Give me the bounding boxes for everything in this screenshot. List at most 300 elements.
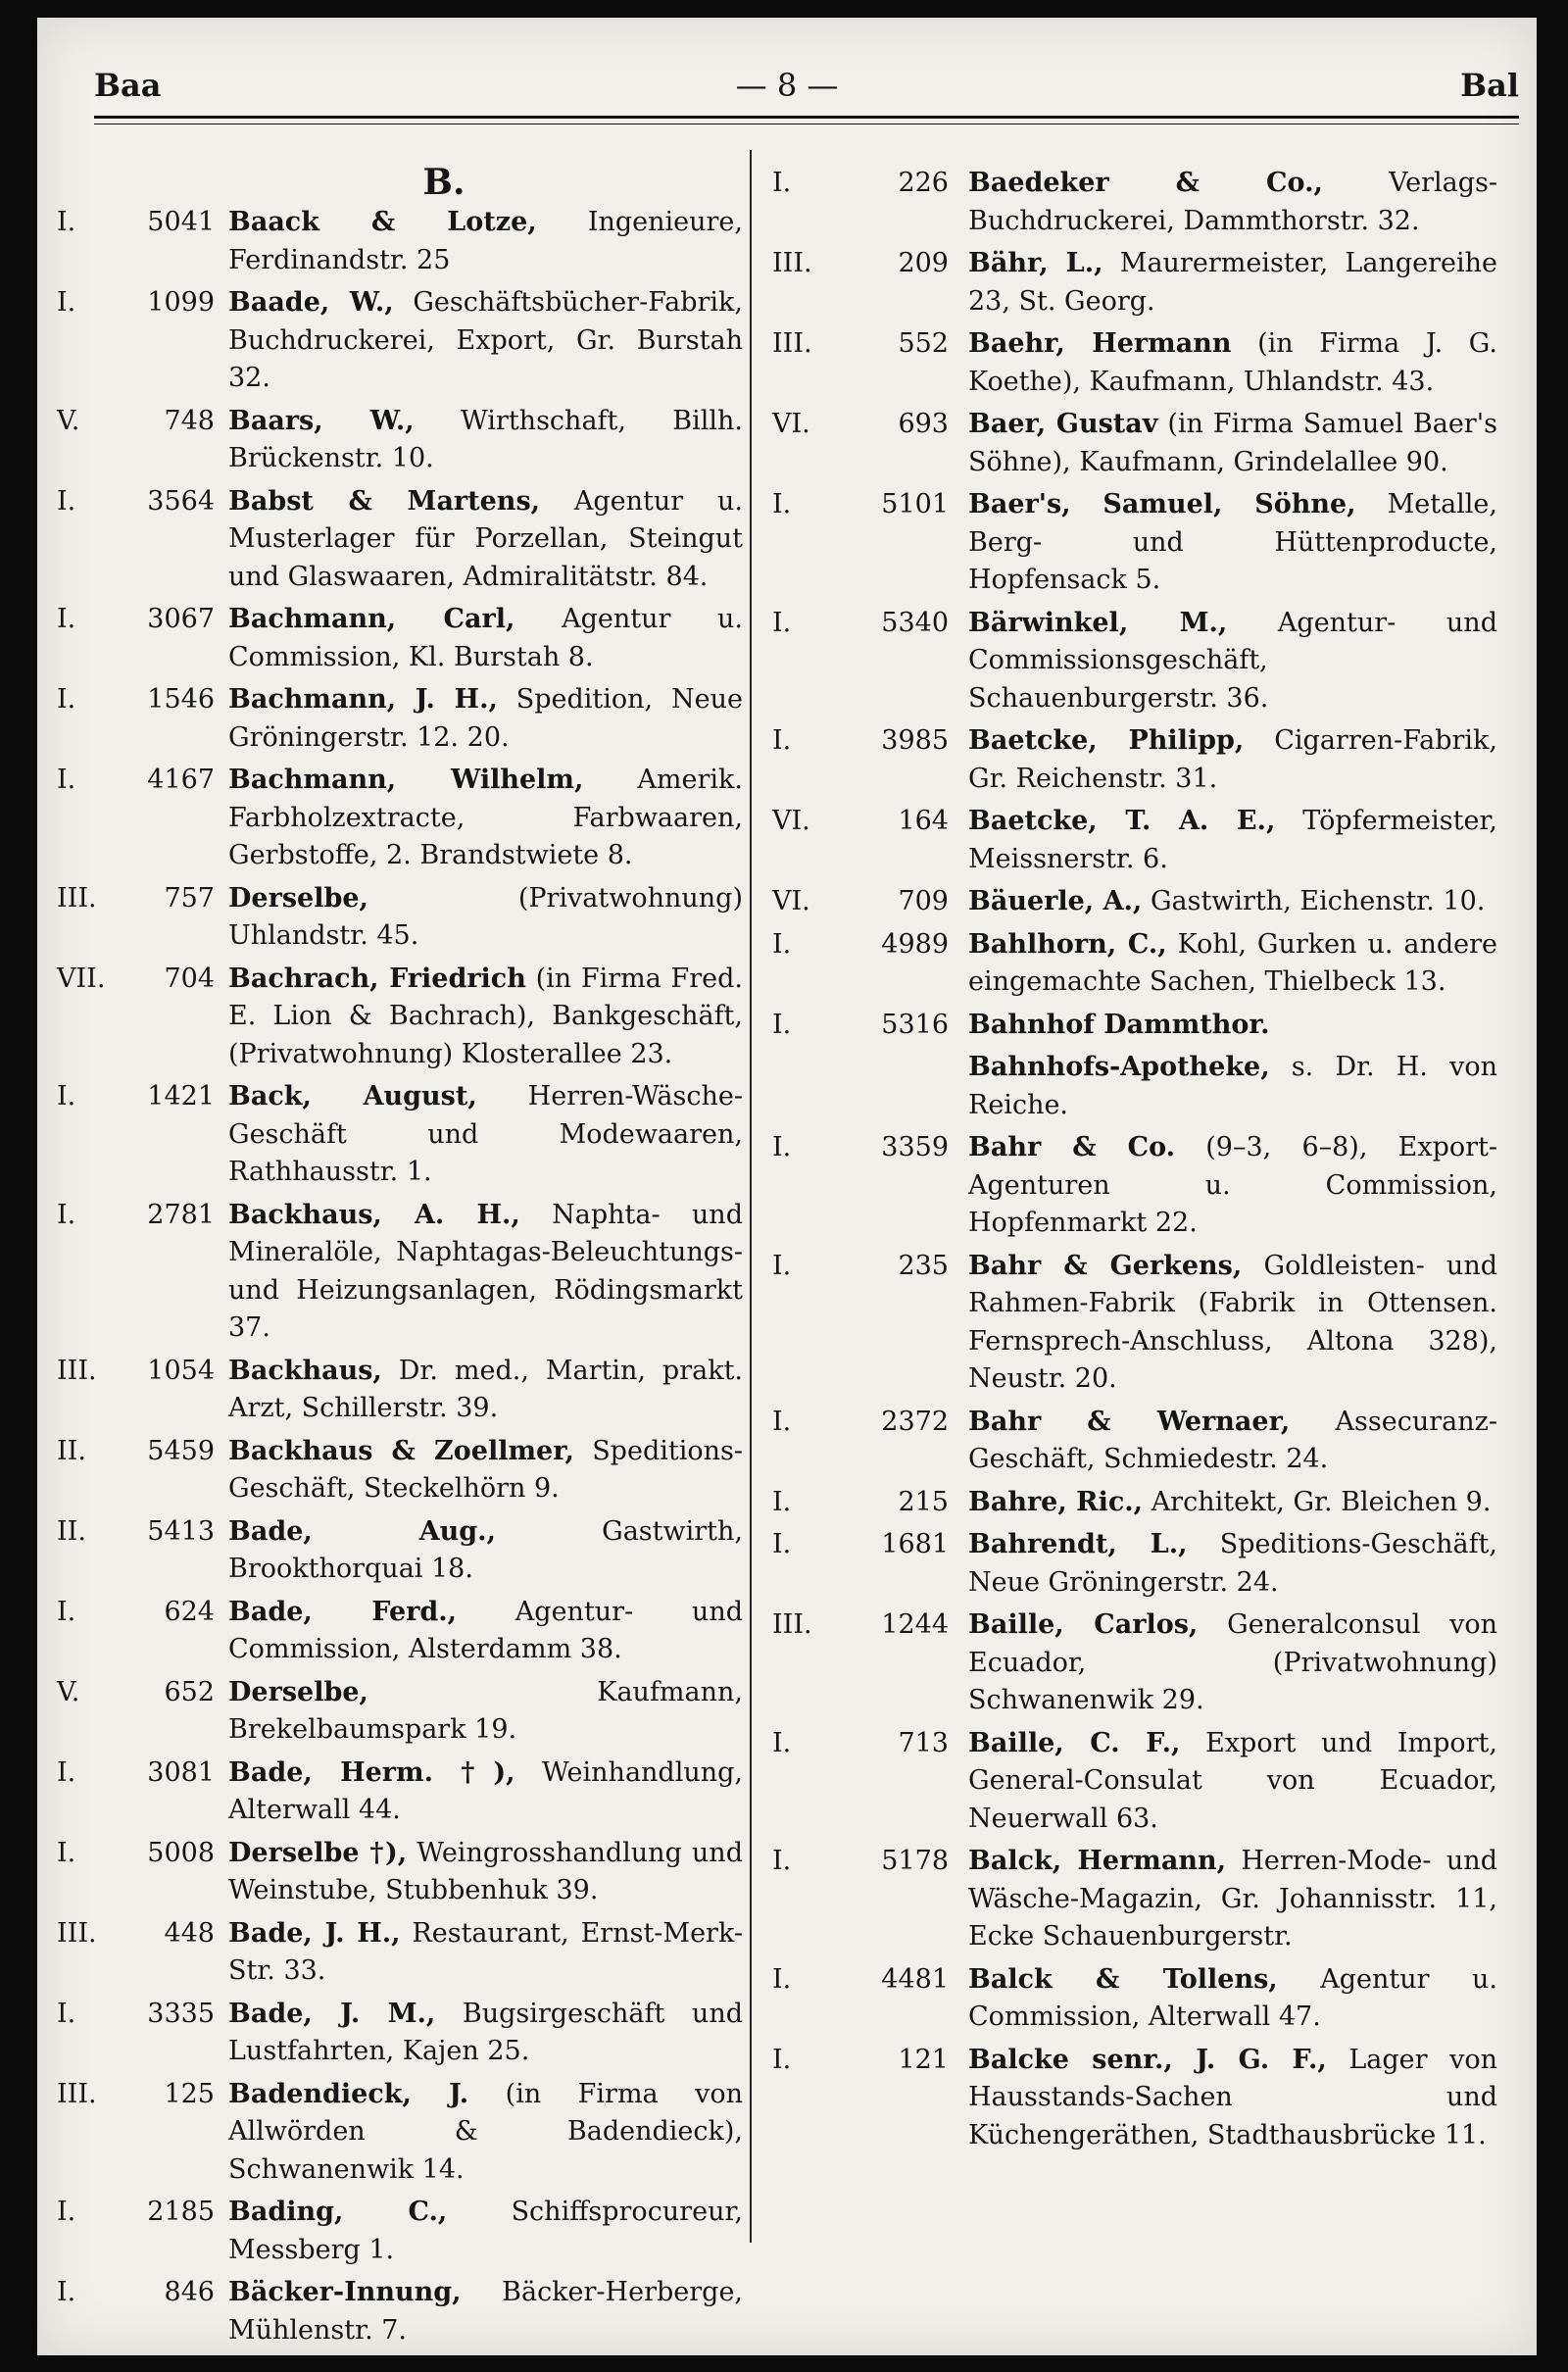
directory-entry: [57, 1594, 743, 1669]
page-number: — 8 —: [735, 67, 839, 104]
telephone-number: [772, 1007, 968, 1045]
telephone-number: [57, 1433, 228, 1508]
subscriber-number: 5413: [147, 1515, 215, 1547]
entry-text: [968, 1484, 1497, 1522]
telephone-number: [772, 1526, 968, 1602]
entry-text: [228, 1835, 743, 1910]
entry-description: Kohl, Gurken u. andere eingemachte Sachen, Thielbeck 13.: [968, 928, 1497, 997]
exchange-volume: I.: [772, 725, 792, 756]
subscriber-number: 5459: [147, 1435, 215, 1466]
entry-name: Baer, Gustav: [968, 409, 1158, 439]
entry-text: [228, 1433, 743, 1508]
entry-name: Bachmann, Wilhelm,: [228, 765, 584, 795]
exchange-volume: III.: [57, 1355, 97, 1386]
entry-description: Speditions-Geschäft, Neue Gröningerstr. 24.: [968, 1529, 1497, 1598]
directory-entry: [57, 204, 743, 279]
entry-name: Babst & Martens,: [228, 485, 541, 517]
entry-text: [228, 601, 743, 676]
exchange-volume: I.: [772, 1727, 792, 1758]
directory-entry: [57, 284, 743, 398]
entry-text: [228, 204, 743, 279]
entry-name: Backhaus,: [228, 1355, 382, 1386]
directory-entry: [772, 406, 1497, 481]
entry-name: Derselbe,: [228, 1676, 368, 1707]
entry-name: Baedeker & Co.,: [968, 168, 1323, 198]
entry-description: Agentur u. Commission, Kl. Burstah 8.: [228, 604, 743, 672]
entry-name: Bade, Herm. †),: [228, 1756, 515, 1788]
entry-name: Bade, Ferd.,: [228, 1596, 458, 1627]
telephone-number: [57, 762, 228, 875]
subscriber-number: 3359: [881, 1132, 949, 1162]
exchange-volume: I.: [772, 489, 792, 519]
entry-name: Bachmann, J. H.,: [228, 684, 498, 715]
directory-entry: [772, 1248, 1497, 1399]
exchange-volume: I.: [772, 1486, 792, 1517]
entry-name: Bahlhorn, C.,: [968, 928, 1167, 960]
entry-name: Balcke senr., J. G. F.,: [968, 2044, 1327, 2075]
entry-description: Gastwirth, Eichenstr. 10.: [1150, 886, 1486, 916]
subscriber-number: 3985: [881, 725, 949, 756]
telephone-number: [772, 605, 968, 718]
header-left-keyword: Baa: [94, 67, 162, 104]
entry-text: [228, 2076, 743, 2190]
entry-description: Schiffsprocureur, Messberg 1.: [228, 2197, 743, 2265]
entry-text: [968, 1129, 1497, 1243]
subscriber-number: 209: [898, 248, 949, 278]
section-letter: B.: [422, 162, 466, 203]
exchange-volume: V.: [57, 405, 80, 436]
entry-name: Baer's, Samuel, Söhne,: [968, 489, 1356, 519]
entry-text: [968, 605, 1497, 718]
header-right-keyword: Bal: [1460, 67, 1519, 104]
entry-description: Generalconsul von Ecuador, (Privatwohnung) Schwanenwik 29.: [968, 1609, 1497, 1715]
subscriber-number: 5101: [881, 489, 949, 519]
entry-text: [228, 681, 743, 757]
entry-text: [228, 2194, 743, 2269]
subscriber-number: 709: [898, 886, 949, 916]
telephone-number: [57, 2194, 228, 2269]
exchange-volume: V.: [57, 1676, 80, 1707]
entry-text: [968, 1843, 1497, 1956]
entry-description: Ingenieure, Ferdinandstr. 25: [228, 207, 743, 275]
directory-entry: [57, 1433, 743, 1508]
entry-name: Back, August,: [228, 1081, 477, 1112]
directory-entry: [772, 1049, 1497, 1124]
exchange-volume: I.: [772, 1132, 792, 1162]
exchange-volume: I.: [57, 485, 76, 517]
entry-description: Export und Import, General-Consulat von Ecuador, Neuerwall 63.: [968, 1727, 1497, 1834]
entry-text: [228, 1197, 743, 1348]
entry-text: [968, 1526, 1497, 1602]
exchange-volume: I.: [772, 607, 792, 638]
telephone-number: [57, 1078, 228, 1192]
telephone-number: [57, 284, 228, 398]
subscriber-number: 3067: [147, 604, 215, 634]
subscriber-number: 693: [898, 409, 949, 439]
exchange-volume: I.: [772, 2044, 792, 2075]
entry-description: s. Dr. H. von Reiche.: [968, 1052, 1497, 1120]
subscriber-number: 1421: [147, 1081, 215, 1112]
entry-name: Baack & Lotze,: [228, 207, 537, 237]
subscriber-number: 5340: [881, 607, 949, 638]
directory-entry: [772, 1484, 1497, 1522]
entry-text: [968, 883, 1497, 921]
entry-description: Spedition, Neue Gröningerstr. 12. 20.: [228, 684, 743, 753]
entry-text: [228, 1996, 743, 2071]
entry-description: Agentur u. Musterlager für Porzellan, Steingut und Glaswaaren, Admiralitätstr. 84.: [228, 485, 743, 592]
entry-text: [968, 486, 1497, 600]
subscriber-number: 125: [164, 2078, 215, 2109]
directory-entry: [772, 1843, 1497, 1956]
entry-description: Speditions-Geschäft, Steckelhörn 9.: [228, 1435, 743, 1504]
telephone-number: [57, 1674, 228, 1750]
exchange-volume: VI.: [772, 806, 810, 836]
subscriber-number: 624: [164, 1596, 215, 1627]
directory-entry: [772, 245, 1497, 321]
directory-entry: [57, 1513, 743, 1589]
exchange-volume: I.: [57, 1199, 76, 1230]
exchange-volume: III.: [772, 328, 812, 359]
telephone-number: [57, 1915, 228, 1991]
exchange-volume: I.: [57, 207, 76, 237]
telephone-number: [772, 803, 968, 878]
subscriber-number: 1681: [881, 1529, 949, 1559]
entry-name: Bahnhofs-Apotheke,: [968, 1052, 1270, 1082]
telephone-number: [772, 165, 968, 240]
directory-entry: [57, 483, 743, 597]
entry-description: (in Firma Samuel Baer's Söhne), Kaufmann, Grindelallee 90.: [968, 409, 1497, 477]
entry-text: [968, 1606, 1497, 1720]
subscriber-number: 226: [898, 168, 949, 198]
telephone-number: [772, 1606, 968, 1720]
entry-text: [228, 1513, 743, 1589]
subscriber-number: 2372: [881, 1406, 949, 1437]
exchange-volume: VI.: [772, 886, 810, 916]
entry-text: [968, 1049, 1497, 1124]
header-rule: [94, 116, 1519, 119]
entry-text: [968, 803, 1497, 878]
exchange-volume: I.: [57, 1756, 76, 1788]
directory-entry: [772, 1961, 1497, 2037]
telephone-number: [772, 722, 968, 798]
exchange-volume: I.: [772, 1250, 792, 1281]
directory-entry: [57, 1353, 743, 1428]
entry-description: Töpfermeister, Meissnerstr. 6.: [968, 806, 1497, 874]
entry-description: Wirthschaft, Billh. Brückenstr. 10.: [228, 405, 743, 473]
entry-name: Bade, J. H.,: [228, 1917, 401, 1949]
exchange-volume: III.: [57, 1917, 97, 1949]
telephone-number: [57, 1197, 228, 1348]
subscriber-number: 704: [164, 963, 215, 994]
exchange-volume: VII.: [57, 963, 106, 994]
entry-text: [228, 403, 743, 478]
directory-entry: [772, 2042, 1497, 2155]
entry-name: Badendieck, J.: [228, 2078, 469, 2109]
entry-description: Naphta- und Mineralöle, Naphtagas-Beleuchtungs- und Heizungsanlagen, Rödingsmarkt 37.: [228, 1199, 743, 1343]
entry-description: Gastwirth, Brookthorquai 18.: [228, 1515, 743, 1584]
entry-text: [968, 1725, 1497, 1839]
entry-name: Derselbe †),: [228, 1837, 408, 1868]
entry-description: Amerik. Farbholzextracte, Farbwaaren, Gerbstoffe, 2. Brandstwiete 8.: [228, 765, 743, 870]
entry-text: [228, 762, 743, 875]
entry-name: Bahr & Wernaer,: [968, 1406, 1291, 1437]
telephone-number: [57, 2076, 228, 2190]
subscriber-number: 5178: [881, 1846, 949, 1876]
telephone-number: [57, 681, 228, 757]
exchange-volume: VI.: [772, 409, 810, 439]
entry-text: [968, 1007, 1497, 1045]
directory-entry: [772, 803, 1497, 878]
directory-entry: [57, 1754, 743, 1830]
exchange-volume: II.: [57, 1435, 86, 1466]
telephone-number: [57, 601, 228, 676]
entry-description: Assecuranz-Geschäft, Schmiedestr. 24.: [968, 1406, 1497, 1474]
entry-text: [968, 325, 1497, 401]
subscriber-number: 1244: [881, 1609, 949, 1640]
entry-text: [228, 483, 743, 597]
telephone-number: [772, 325, 968, 401]
subscriber-number: 3564: [147, 485, 215, 517]
entry-description: Agentur u. Commission, Alterwall 47.: [968, 1963, 1497, 2032]
telephone-number: [772, 1404, 968, 1479]
entry-name: Bahr & Co.: [968, 1132, 1176, 1162]
entry-description: Herren-Mode- und Wäsche-Magazin, Gr. Johannisstr. 11, Ecke Schauenburgerstr.: [968, 1846, 1497, 1952]
directory-entry: [57, 2194, 743, 2269]
directory-entry: [57, 2274, 743, 2349]
exchange-volume: I.: [772, 1963, 792, 1995]
entry-name: Balck & Tollens,: [968, 1963, 1278, 1995]
subscriber-number: 235: [898, 1250, 949, 1281]
subscriber-number: 448: [164, 1917, 215, 1949]
directory-entry: [57, 1674, 743, 1750]
entry-name: Backhaus & Zoellmer,: [228, 1435, 574, 1466]
entry-name: Bahrendt, L.,: [968, 1529, 1188, 1559]
subscriber-number: 4481: [881, 1963, 949, 1995]
telephone-number: [772, 1843, 968, 1956]
entry-name: Bähr, L.,: [968, 248, 1103, 278]
exchange-volume: I.: [57, 684, 76, 715]
entry-text: [968, 926, 1497, 1002]
entry-description: (Privatwohnung) Uhlandstr. 45.: [228, 882, 743, 951]
entry-text: [228, 880, 743, 956]
telephone-number: [772, 1129, 968, 1243]
entry-name: Baars, W.,: [228, 405, 415, 436]
subscriber-number: 5316: [881, 1009, 949, 1040]
directory-entry: [57, 403, 743, 478]
directory-entry: [772, 1129, 1497, 1243]
entry-name: Balck, Hermann,: [968, 1846, 1226, 1876]
exchange-volume: I.: [57, 765, 76, 795]
telephone-number: [57, 1754, 228, 1830]
directory-entry: [57, 762, 743, 875]
directory-entry: [772, 722, 1497, 798]
entry-text: [228, 1915, 743, 1991]
telephone-number: [772, 1725, 968, 1839]
entry-description: Goldleisten- und Rahmen-Fabrik (Fabrik in Ottensen. Fernsprech-Anschluss, Altona 328), Neustr. 20.: [968, 1250, 1497, 1394]
directory-entry: [772, 1606, 1497, 1720]
telephone-number: [57, 204, 228, 279]
directory-entry: [57, 2076, 743, 2190]
telephone-number: [57, 1353, 228, 1428]
directory-entry: [772, 165, 1497, 240]
directory-entry: [772, 1725, 1497, 1839]
entry-description: Geschäftsbücher-Fabrik, Buchdruckerei, Export, Gr. Burstah 32.: [228, 287, 743, 393]
subscriber-number: 215: [898, 1486, 949, 1517]
subscriber-number: 4167: [147, 765, 215, 795]
entry-description: Kaufmann, Brekelbaumspark 19.: [228, 1676, 743, 1745]
directory-entry: [57, 1835, 743, 1910]
exchange-volume: I.: [57, 2197, 76, 2227]
entry-description: Weinhandlung, Alterwall 44.: [228, 1756, 743, 1825]
entry-name: Bärwinkel, M.,: [968, 607, 1228, 638]
telephone-number: [57, 483, 228, 597]
entry-description: Agentur- und Commission, Alsterdamm 38.: [228, 1596, 743, 1664]
directory-entry: [772, 926, 1497, 1002]
subscriber-number: 1546: [147, 684, 215, 715]
exchange-volume: I.: [57, 1998, 76, 2029]
entry-description: (in Firma J. G. Koethe), Kaufmann, Uhlandstr. 43.: [968, 328, 1497, 397]
subscriber-number: 757: [164, 882, 215, 914]
telephone-number: [772, 883, 968, 921]
entry-text: [968, 245, 1497, 321]
entry-text: [968, 722, 1497, 798]
entry-name: Bachmann, Carl,: [228, 604, 515, 634]
entry-name: Bahr & Gerkens,: [968, 1250, 1243, 1281]
subscriber-number: 1054: [147, 1355, 215, 1386]
subscriber-number: 2781: [147, 1199, 215, 1230]
entry-text: [228, 1754, 743, 1830]
exchange-volume: III.: [57, 882, 97, 914]
exchange-volume: I.: [57, 2277, 76, 2307]
subscriber-number: 1099: [147, 287, 215, 318]
entry-description: Lager von Hausstands-Sachen und Küchengeräthen, Stadthausbrücke 11.: [968, 2044, 1497, 2150]
entry-description: (in Firma von Allwörden & Badendieck), Schwanenwik 14.: [228, 2078, 743, 2185]
entry-text: [228, 961, 743, 1074]
directory-entry: [57, 1915, 743, 1991]
entry-name: Baetcke, Philipp,: [968, 725, 1245, 756]
telephone-number: [772, 1484, 968, 1522]
telephone-number: [57, 1594, 228, 1669]
exchange-volume: I.: [772, 1009, 792, 1040]
subscriber-number: 748: [164, 405, 215, 436]
directory-entry: [772, 325, 1497, 401]
entry-description: Maurermeister, Langereihe 23, St. Georg.: [968, 248, 1497, 317]
exchange-volume: I.: [772, 1406, 792, 1437]
entry-text: [968, 406, 1497, 481]
telephone-number: [772, 1248, 968, 1399]
entry-description: Verlags-Buchdruckerei, Dammthorstr. 32.: [968, 168, 1497, 236]
telephone-number: [57, 1835, 228, 1910]
entry-name: Bahnhof Dammthor.: [968, 1009, 1270, 1040]
entry-description: Herren-Wäsche-Geschäft und Modewaaren, Rathhausstr. 1.: [228, 1081, 743, 1187]
entry-text: [228, 1078, 743, 1192]
entry-text: [228, 2274, 743, 2349]
telephone-number: [772, 245, 968, 321]
subscriber-number: 5008: [147, 1837, 215, 1868]
exchange-volume: I.: [57, 1596, 76, 1627]
entry-description: Cigarren-Fabrik, Gr. Reichenstr. 31.: [968, 725, 1497, 794]
entry-text: [968, 1961, 1497, 2037]
directory-entry: [772, 1404, 1497, 1479]
entry-text: [228, 284, 743, 398]
entry-description: Weingrosshandlung und Weinstube, Stubbenhuk 39.: [228, 1837, 743, 1905]
entry-name: Bäcker-Innung,: [228, 2277, 462, 2307]
telephone-number: [57, 1513, 228, 1589]
left-column: [57, 162, 743, 2354]
subscriber-number: 2185: [147, 2197, 215, 2227]
exchange-volume: III.: [772, 1609, 812, 1640]
directory-entry: [57, 681, 743, 757]
directory-entry: [772, 605, 1497, 718]
right-column: [772, 165, 1497, 2159]
entry-description: (9–3, 6–8), Export-Agenturen u. Commission, Hopfenmarkt 22.: [968, 1132, 1497, 1238]
entry-description: Dr. med., Martin, prakt. Arzt, Schillerstr. 39.: [228, 1355, 743, 1423]
telephone-number: [772, 1961, 968, 2037]
entry-name: Bade, Aug.,: [228, 1515, 496, 1547]
directory-entry: [57, 1996, 743, 2071]
directory-entry: [57, 961, 743, 1074]
entry-name: Baetcke, T. A. E.,: [968, 806, 1276, 836]
entry-name: Baille, C. F.,: [968, 1727, 1181, 1758]
subscriber-number: 552: [898, 328, 949, 359]
telephone-number: [772, 926, 968, 1002]
exchange-volume: I.: [57, 1837, 76, 1868]
directory-entry: [772, 486, 1497, 600]
subscriber-number: 3081: [147, 1756, 215, 1788]
directory-entry: [57, 880, 743, 956]
entry-text: [968, 1404, 1497, 1479]
telephone-number: [57, 403, 228, 478]
entry-text: [228, 1674, 743, 1750]
telephone-number: [772, 486, 968, 600]
subscriber-number: 846: [164, 2277, 215, 2307]
entry-name: Bade, J. M.,: [228, 1998, 436, 2029]
directory-entry: [772, 1007, 1497, 1045]
exchange-volume: III.: [57, 2078, 97, 2109]
entry-name: Derselbe,: [228, 882, 368, 914]
subscriber-number: 121: [898, 2044, 949, 2075]
entry-description: Bäcker-Herberge, Mühlenstr. 7.: [228, 2277, 743, 2346]
telephone-number: [57, 961, 228, 1074]
directory-page: [37, 18, 1537, 2355]
exchange-volume: I.: [772, 1529, 792, 1559]
entry-description: Agentur- und Commissionsgeschäft, Schauenburgerstr. 36.: [968, 607, 1497, 714]
directory-entry: [57, 1078, 743, 1192]
entry-name: Bahre, Ric.,: [968, 1486, 1144, 1517]
entry-description: (in Firma Fred. E. Lion & Bachrach), Bankgeschäft, (Privatwohnung) Klosterallee 23.: [228, 963, 743, 1069]
exchange-volume: I.: [57, 604, 76, 634]
exchange-volume: I.: [57, 1081, 76, 1112]
subscriber-number: 5041: [147, 207, 215, 237]
entry-description: Architekt, Gr. Bleichen 9.: [1151, 1486, 1492, 1517]
entry-name: Bachrach, Friedrich: [228, 963, 526, 994]
telephone-number: [772, 1049, 968, 1124]
directory-entry: [57, 601, 743, 676]
exchange-volume: I.: [772, 928, 792, 960]
telephone-number: [57, 2274, 228, 2349]
telephone-number: [772, 2042, 968, 2155]
exchange-volume: I.: [772, 168, 792, 198]
subscriber-number: 164: [898, 806, 949, 836]
entry-text: [228, 1353, 743, 1428]
entry-description: Bugsirgeschäft und Lustfahrten, Kajen 25.: [228, 1998, 743, 2066]
column-divider: [750, 150, 752, 2243]
exchange-volume: III.: [772, 248, 812, 278]
entry-text: [228, 1594, 743, 1669]
subscriber-number: 713: [898, 1727, 949, 1758]
directory-entry: [772, 883, 1497, 921]
entry-text: [968, 2042, 1497, 2155]
